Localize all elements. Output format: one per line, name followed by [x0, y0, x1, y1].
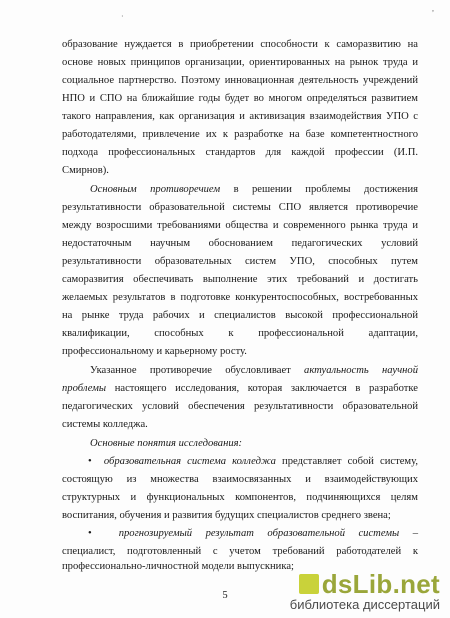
watermark-subtitle: библиотека диссертаций — [289, 597, 440, 612]
text-line: недостаточным научным обоснованием педагогических условий — [62, 238, 418, 249]
corner-mark: , — [432, 4, 434, 13]
bullet-item: • образовательная система колледжа представляет собой систему, — [88, 456, 418, 467]
text-line: на рынке труда рабочих и специалистов высокой профессиональной — [62, 310, 418, 321]
text-line: структурных и функциональных компонентов, подчиняющихся целям — [62, 492, 418, 503]
text-line: специалист, подготовленный с учетом требований работодателей к — [62, 546, 418, 557]
text-line-italic-mix: Указанное противоречие обусловливает актуальность научной — [90, 365, 418, 376]
text-line: профессионально-личностной модели выпускника; — [62, 561, 294, 572]
text-line: желаемых результатов в подготовке конкурентоспособных, востребованных — [62, 292, 418, 303]
text-line: НПО и СПО на ближайшие годы будет во многом определяться развитием — [62, 93, 418, 104]
dslib-logo-icon — [299, 574, 319, 594]
text-line: подхода профессиональных стандартов для каждой профессии (И.П. — [62, 147, 418, 158]
text-line: воспитания, обучения и развития будущих специалистов среднего звена; — [62, 510, 391, 521]
text-line: работодателями, привлечение их к разработке на базе компетентностного — [62, 129, 418, 140]
text-line: социальное партнерство. Поэтому инновационная деятельность учреждений — [62, 75, 418, 86]
bullet-item: • прогнозируемый результат образовательной системы – — [88, 528, 418, 539]
text-line: результативности образовательной системы СПО является противоречие — [62, 202, 418, 213]
text-line: состоящую из множества взаимосвязанных и взаимодействующих — [62, 474, 418, 485]
text-line: основе новых принципов организации, ориентированных на рынок труда и — [62, 57, 418, 68]
text-line: профессиональному и карьерному росту. — [62, 346, 247, 357]
text-line-italic-lead: Основным противоречием в решении проблемы достижения — [90, 184, 418, 195]
watermark — [290, 571, 440, 612]
text-line: педагогических условий обеспечения результативности образовательной — [62, 401, 418, 412]
text-line: результативности образовательных систем УПО, способных путем — [62, 256, 418, 267]
section-subheading: Основные понятия исследования: — [90, 438, 243, 449]
text-line: между возросшими требованиями общества и современного рынка труда и — [62, 220, 418, 231]
text-line: квалификации, способных к профессиональной адаптации, — [62, 328, 418, 339]
text-line: системы колледжа. — [62, 419, 148, 430]
page-number: 5 — [222, 590, 228, 601]
dot-mark: · — [121, 12, 124, 21]
watermark-brand: dsLib.net — [290, 571, 440, 597]
text-line: такого направления, как организация и активизация взаимодействия УПО с — [62, 111, 418, 122]
text-line: саморазвития обеспечивать выполнение этих требований и достигать — [62, 274, 418, 285]
text-line: Смирнов). — [62, 165, 109, 176]
text-line-italic-mix: проблемы настоящего исследования, которая заключается в разработке — [62, 383, 418, 394]
text-line: образование нуждается в приобретении способности к саморазвитию на — [62, 39, 418, 50]
